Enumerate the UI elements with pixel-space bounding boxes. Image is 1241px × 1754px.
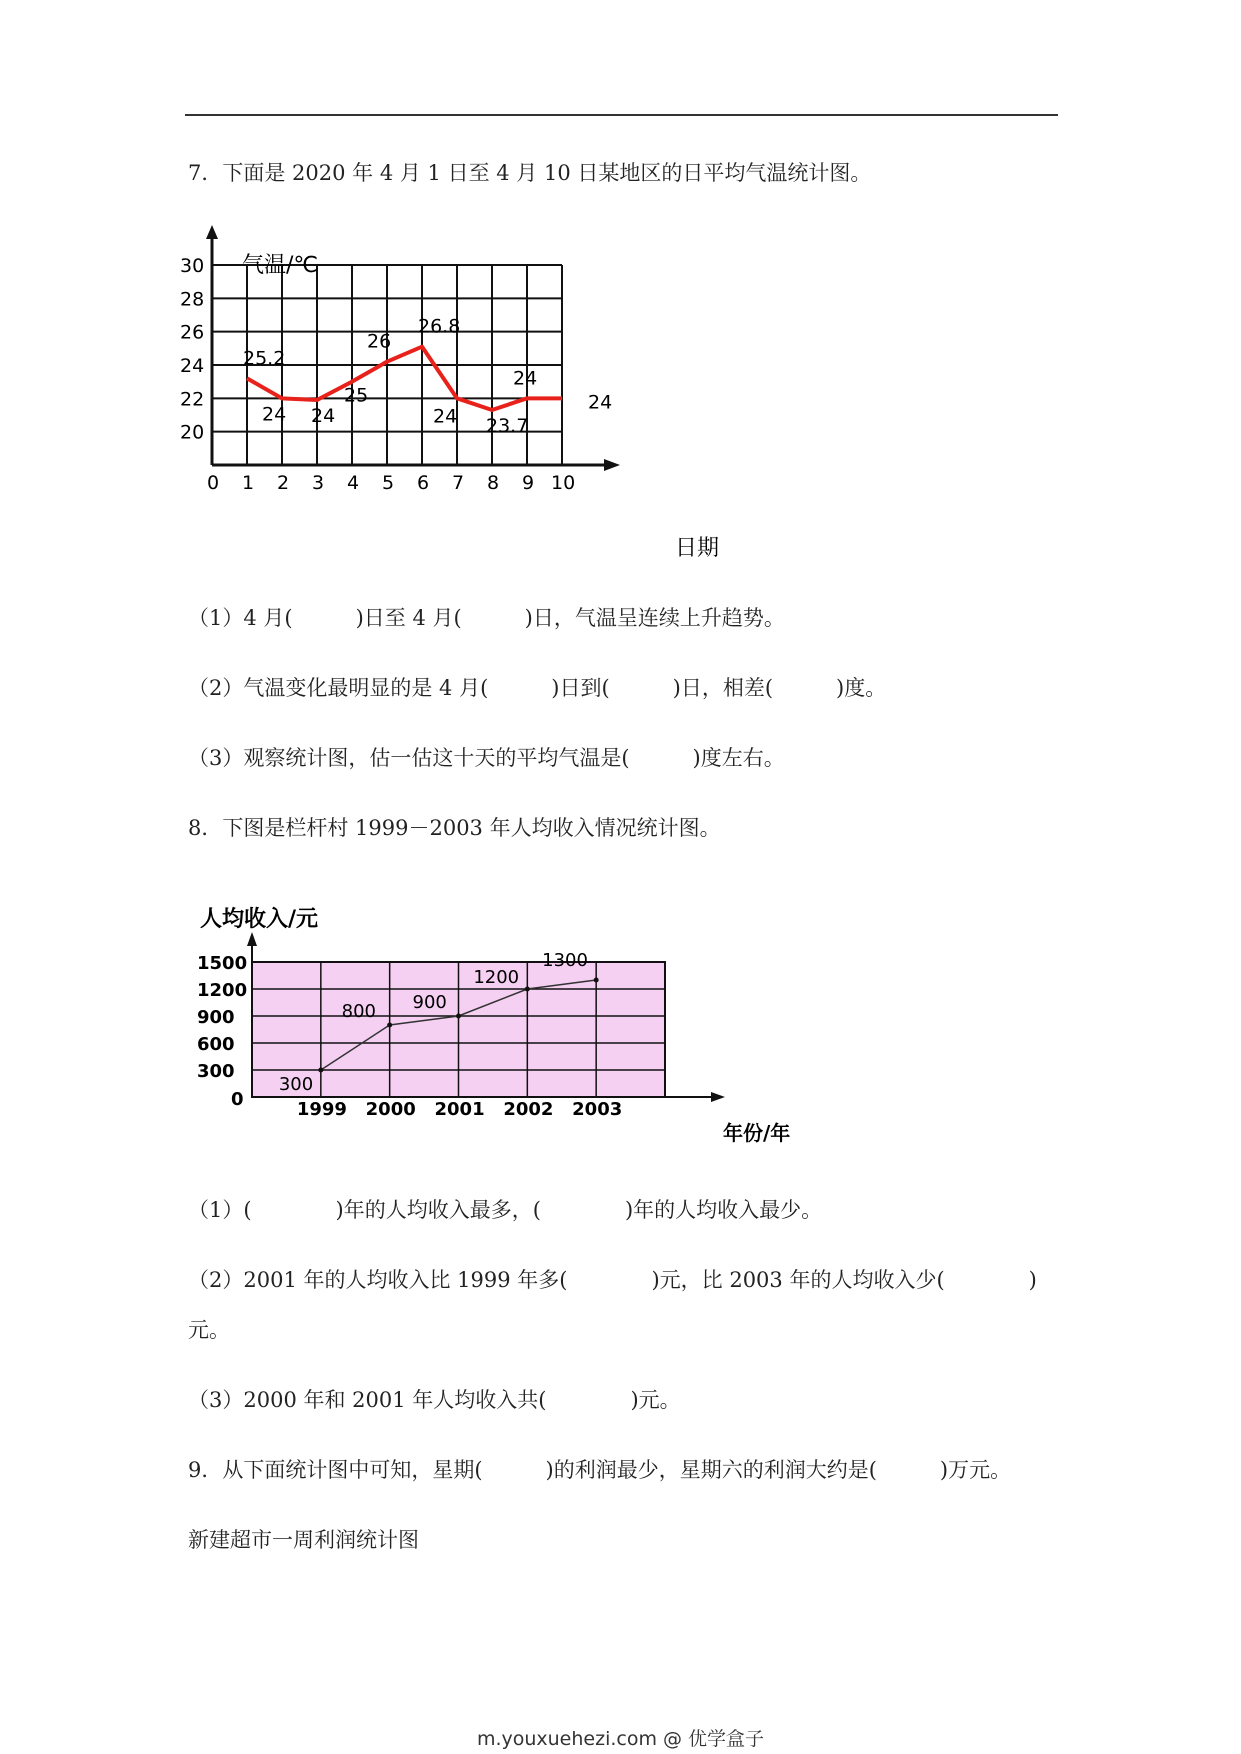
temp-x-tick: 9 bbox=[522, 472, 535, 494]
temp-data-label: 25 bbox=[344, 384, 369, 407]
income-data-label: 1200 bbox=[473, 967, 520, 988]
income-y-tick: 0 bbox=[231, 1089, 244, 1110]
income-x-tick: 1999 bbox=[296, 1099, 347, 1120]
temp-y-tick: 24 bbox=[180, 355, 205, 377]
temperature-chart bbox=[180, 225, 740, 570]
income-y-axis-arrow bbox=[247, 932, 257, 946]
income-y-tick: 300 bbox=[197, 1061, 235, 1082]
income-x-axis-arrow bbox=[711, 1092, 725, 1102]
income-data-label: 1300 bbox=[542, 950, 588, 971]
temp-x-tick: 1 bbox=[242, 472, 255, 494]
income-x-tick: 2001 bbox=[434, 1099, 485, 1120]
q8-sub3: （3）2000 年和 2001 年人均收入共( )元。 bbox=[188, 1388, 681, 1412]
income-data-label: 900 bbox=[412, 992, 447, 1013]
q7-intro: 7．下面是 2020 年 4 月 1 日至 4 月 10 日某地区的日平均气温统计图。 bbox=[188, 161, 872, 185]
temp-y-tick: 20 bbox=[180, 421, 205, 444]
income-x-tick: 2002 bbox=[503, 1099, 554, 1120]
income-y-axis-label: 人均收入/元 bbox=[200, 907, 319, 932]
temp-data-label: 23.7 bbox=[486, 415, 529, 437]
q9-intro: 9．从下面统计图中可知，星期( )的利润最少，星期六的利润大约是( )万元。 bbox=[188, 1458, 1012, 1482]
temp-data-label: 24 bbox=[588, 391, 613, 414]
income-data-point bbox=[387, 1023, 392, 1028]
q7-sub1: （1）4 月( )日至 4 月( )日，气温呈连续上升趋势。 bbox=[188, 606, 785, 630]
income-data-point bbox=[525, 987, 530, 992]
temp-y-axis-arrow bbox=[206, 225, 218, 239]
temp-y-tick: 26 bbox=[180, 321, 205, 344]
temp-data-label: 24 bbox=[311, 405, 336, 427]
temp-x-tick: 0 bbox=[207, 472, 220, 494]
temp-y-axis-label: 气温/℃ bbox=[242, 253, 319, 278]
temp-x-tick: 2 bbox=[277, 472, 290, 494]
income-data-point bbox=[594, 978, 599, 983]
temp-x-tick: 10 bbox=[551, 472, 576, 494]
temp-data-label: 26 bbox=[367, 330, 392, 353]
temp-data-label: 24 bbox=[513, 367, 538, 390]
q8-sub1: （1）( )年的人均收入最多，( )年的人均收入最少。 bbox=[188, 1198, 823, 1222]
temp-data-label: 26.8 bbox=[418, 315, 461, 338]
temp-y-tick: 30 bbox=[180, 255, 205, 277]
temp-x-axis-label: 日期 bbox=[675, 536, 720, 561]
income-y-tick: 600 bbox=[197, 1034, 235, 1055]
q8-intro: 8．下图是栏杆村 1999－2003 年人均收入情况统计图。 bbox=[188, 816, 721, 840]
header-rule bbox=[185, 114, 1058, 116]
temp-x-axis-arrow bbox=[604, 459, 620, 471]
income-y-tick: 900 bbox=[197, 1007, 235, 1028]
temp-x-tick: 8 bbox=[487, 472, 500, 494]
income-y-tick: 1500 bbox=[197, 953, 248, 974]
q8-sub2-line2: 元。 bbox=[188, 1318, 230, 1342]
q7-sub2: （2）气温变化最明显的是 4 月( )日到( )日，相差( )度。 bbox=[188, 676, 887, 700]
income-x-axis-label: 年份/年 bbox=[723, 1121, 791, 1145]
income-data-label: 800 bbox=[341, 1001, 377, 1022]
income-chart bbox=[195, 900, 835, 1150]
footer-watermark: m.youxuehezi.com @ 优学盒子 bbox=[476, 1728, 765, 1750]
temp-data-label: 24 bbox=[262, 403, 287, 426]
q8-sub2-line1: （2）2001 年的人均收入比 1999 年多( )元，比 2003 年的人均收入少( ) bbox=[188, 1268, 1037, 1292]
temp-x-tick: 6 bbox=[417, 472, 430, 494]
temp-y-tick: 22 bbox=[180, 388, 205, 411]
temp-x-tick: 7 bbox=[452, 472, 465, 494]
income-data-label: 300 bbox=[278, 1074, 314, 1095]
q9-chart-title: 新建超市一周利润统计图 bbox=[188, 1528, 419, 1552]
temp-x-tick: 4 bbox=[347, 472, 360, 494]
income-data-point bbox=[318, 1068, 323, 1073]
temp-x-tick: 5 bbox=[382, 472, 395, 494]
income-y-tick: 1200 bbox=[197, 980, 248, 1001]
income-data-point bbox=[456, 1014, 461, 1019]
temp-y-tick: 28 bbox=[180, 288, 205, 311]
q7-sub3: （3）观察统计图，估一估这十天的平均气温是( )度左右。 bbox=[188, 746, 785, 770]
temp-data-label: 24 bbox=[433, 405, 458, 428]
income-x-tick: 2003 bbox=[572, 1099, 623, 1120]
income-x-tick: 2000 bbox=[365, 1099, 416, 1120]
temp-data-label: 25.2 bbox=[243, 347, 286, 370]
temp-x-tick: 3 bbox=[312, 472, 325, 494]
